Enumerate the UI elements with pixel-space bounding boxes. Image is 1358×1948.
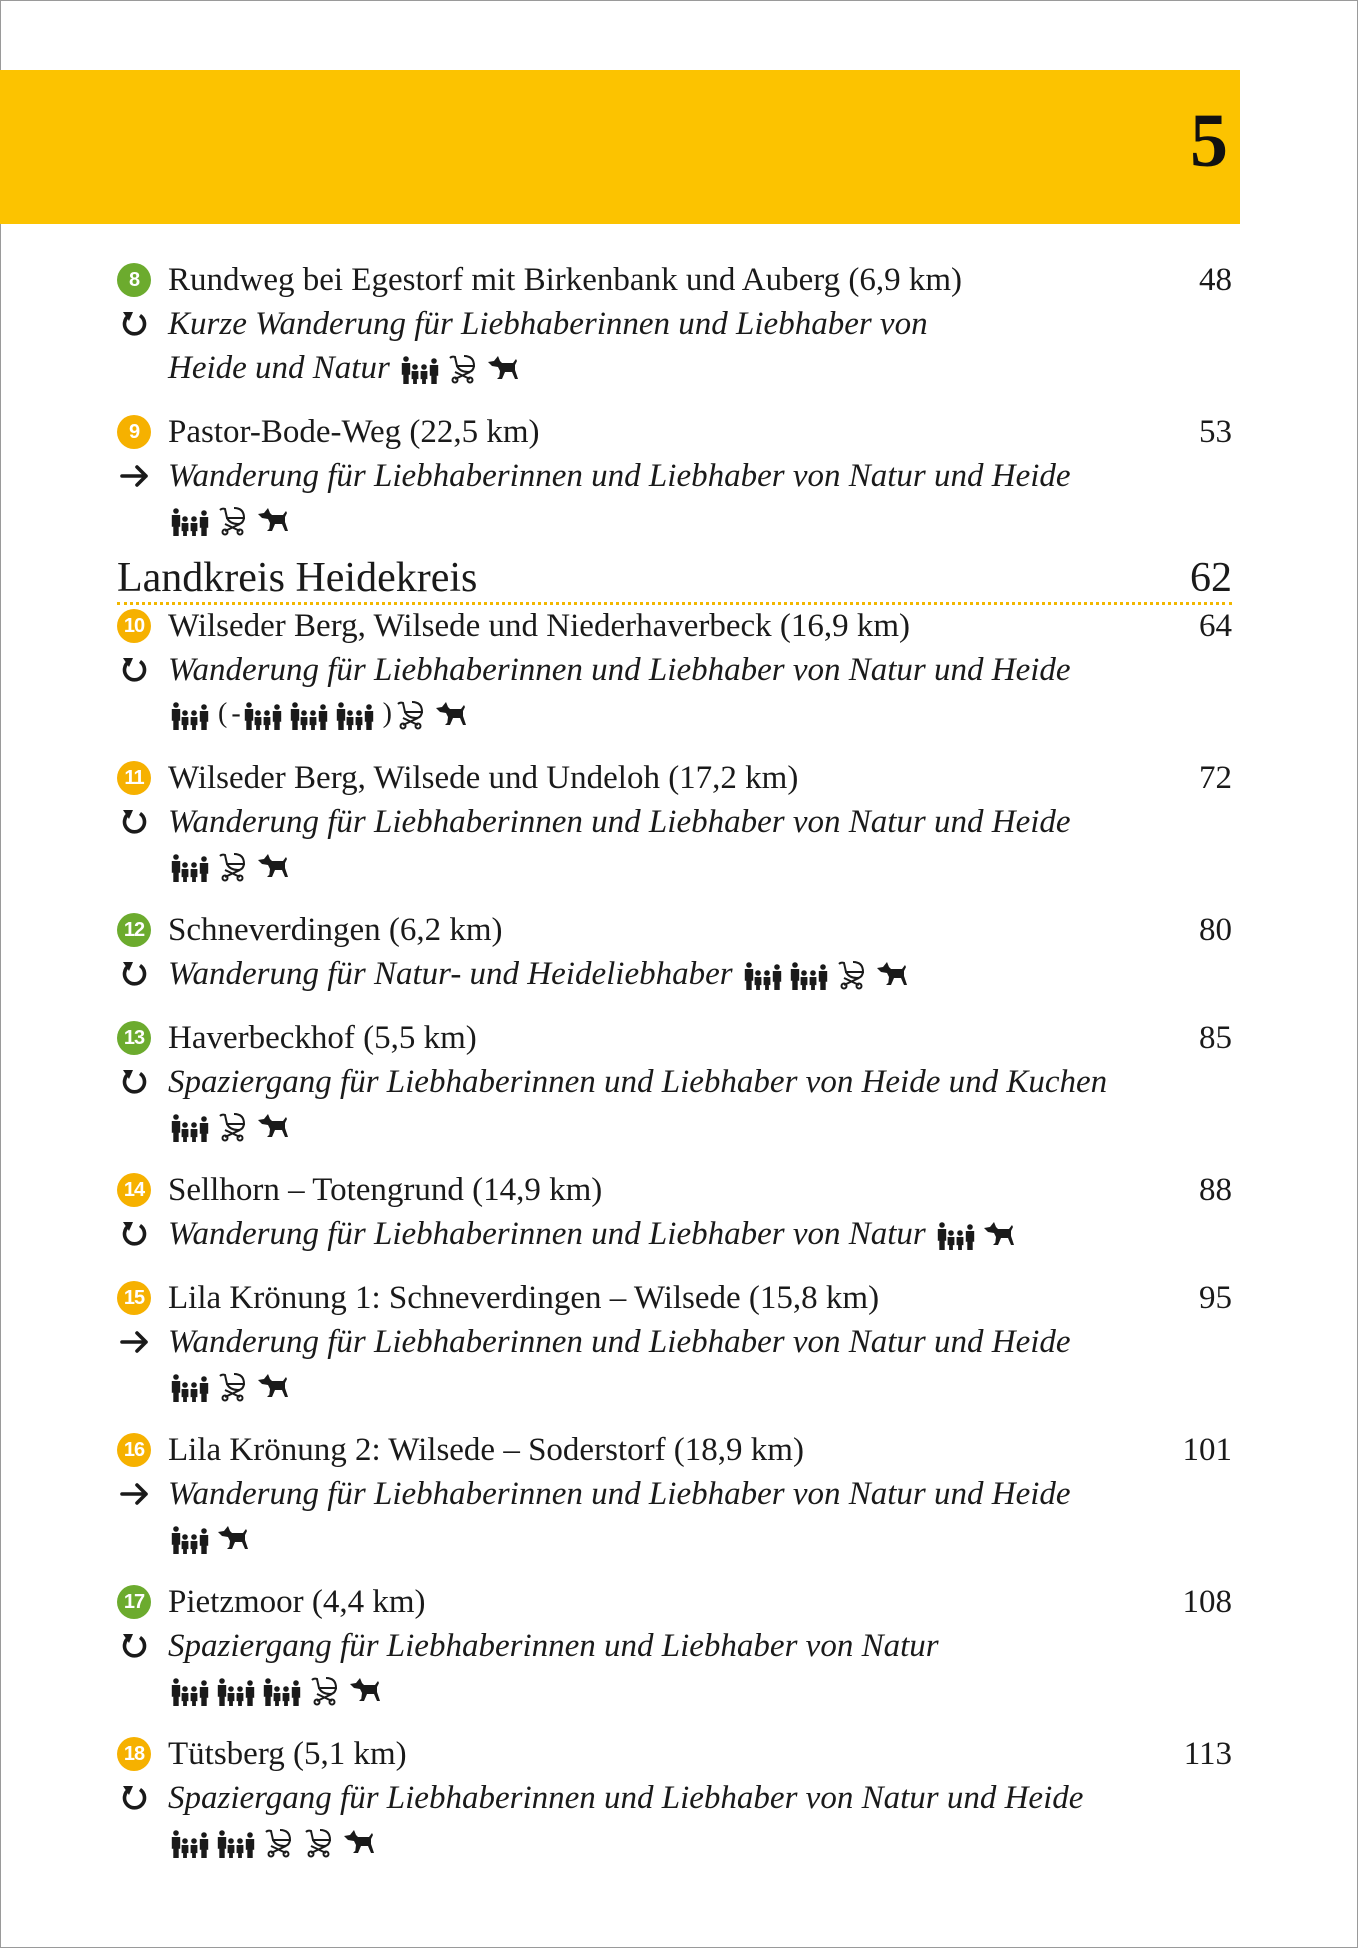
loop-icon xyxy=(118,1776,152,1820)
family-icon xyxy=(170,1826,210,1858)
family-icon xyxy=(789,958,829,990)
route-page: 64 xyxy=(1199,607,1232,644)
route-icons xyxy=(170,846,296,886)
dog-icon xyxy=(216,1523,250,1553)
dog-icon xyxy=(486,353,520,383)
family-icon xyxy=(170,1522,210,1554)
section-heading[interactable] xyxy=(117,554,1232,604)
route-title: Wilseder Berg, Wilsede und Niederhaverbeck (16,9 km) xyxy=(168,607,911,644)
route-description: Wanderung für Liebhaberinnen und Liebhaber von Natur und Heide xyxy=(168,1323,1071,1360)
family-icon xyxy=(216,1826,256,1858)
family-icon xyxy=(400,352,440,384)
stroller-icon xyxy=(394,698,428,730)
dog-icon xyxy=(256,851,290,881)
dog-icon xyxy=(982,1219,1016,1249)
route-icons xyxy=(170,1106,296,1146)
stroller-icon xyxy=(216,850,250,882)
route-number-badge: 15 xyxy=(117,1281,151,1315)
route-number-badge: 10 xyxy=(117,609,151,643)
loop-icon xyxy=(118,1060,152,1104)
chapter-header-band xyxy=(0,70,1240,224)
route-title: Pastor-Bode-Weg (22,5 km) xyxy=(168,413,540,450)
route-page: 72 xyxy=(1199,759,1232,796)
route-page: 48 xyxy=(1199,261,1232,298)
route-page: 113 xyxy=(1183,1735,1232,1772)
stroller-icon xyxy=(835,958,869,990)
route-icons xyxy=(170,1366,296,1406)
route-title: Wilseder Berg, Wilsede und Undeloh (17,2 km) xyxy=(168,759,799,796)
family-icon xyxy=(170,1110,210,1142)
route-icons xyxy=(400,348,526,388)
family-icon xyxy=(243,698,283,730)
route-description-row xyxy=(168,952,915,996)
route-description: Wanderung für Liebhaberinnen und Liebhaber von Natur und Heide xyxy=(168,1475,1071,1512)
section-page: 62 xyxy=(1190,555,1232,601)
route-description: Spaziergang für Liebhaberinnen und Liebhaber von Natur und Heide xyxy=(168,1779,1084,1816)
route-page: 101 xyxy=(1182,1431,1232,1468)
route-description: Kurze Wanderung für Liebhaberinnen und Liebhaber von xyxy=(168,305,928,342)
route-icons xyxy=(936,1214,1022,1254)
route-description: Spaziergang für Liebhaberinnen und Liebhaber von Natur xyxy=(168,1627,939,1664)
family-icon xyxy=(170,850,210,882)
stroller-icon xyxy=(446,352,480,384)
route-title: Sellhorn – Totengrund (14,9 km) xyxy=(168,1171,603,1208)
loop-icon xyxy=(118,648,152,692)
stroller-icon xyxy=(308,1674,342,1706)
section-title: Landkreis Heidekreis xyxy=(117,555,478,601)
page-number: 5 xyxy=(1190,99,1228,183)
route-description: Wanderung für Liebhaberinnen und Liebhaber von Natur und Heide xyxy=(168,651,1071,688)
route-icons xyxy=(170,1822,382,1862)
family-icon xyxy=(289,698,329,730)
open-paren: ( xyxy=(218,698,228,729)
route-icons xyxy=(170,500,296,540)
route-title: Lila Krönung 1: Schneverdingen – Wilsede (15,8 km) xyxy=(168,1279,880,1316)
loop-icon xyxy=(118,952,152,996)
route-icons xyxy=(743,954,915,994)
route-description: Wanderung für Natur- und Heideliebhaber xyxy=(168,955,733,992)
route-title: Tütsberg (5,1 km) xyxy=(168,1735,407,1772)
route-title: Schneverdingen (6,2 km) xyxy=(168,911,503,948)
route-description-cont xyxy=(168,346,526,390)
route-page: 80 xyxy=(1199,911,1232,948)
close-paren: ) xyxy=(382,698,392,729)
dog-icon xyxy=(256,1371,290,1401)
route-description: Wanderung für Liebhaberinnen und Liebhaber von Natur xyxy=(168,1215,926,1252)
route-description: Wanderung für Liebhaberinnen und Liebhaber von Natur und Heide xyxy=(168,457,1071,494)
route-number-badge: 14 xyxy=(117,1173,151,1207)
family-icon xyxy=(216,1674,256,1706)
route-page: 53 xyxy=(1199,413,1232,450)
minus-sign: - xyxy=(231,698,241,729)
route-number-badge: 17 xyxy=(117,1585,151,1619)
route-number-badge: 16 xyxy=(117,1433,151,1467)
arrow-right-icon xyxy=(118,1320,152,1364)
family-icon xyxy=(170,1370,210,1402)
stroller-icon xyxy=(262,1826,296,1858)
route-icons xyxy=(170,1670,388,1710)
route-number-badge: 18 xyxy=(117,1737,151,1771)
family-icon xyxy=(262,1674,302,1706)
route-icons xyxy=(170,1518,256,1558)
route-page: 95 xyxy=(1199,1279,1232,1316)
stroller-icon xyxy=(302,1826,336,1858)
route-description-row xyxy=(168,1212,1022,1256)
route-description: Wanderung für Liebhaberinnen und Liebhaber von Natur und Heide xyxy=(168,803,1071,840)
arrow-right-icon xyxy=(118,1472,152,1516)
route-number-badge: 11 xyxy=(117,761,151,795)
dog-icon xyxy=(256,505,290,535)
family-icon xyxy=(335,698,375,730)
dog-icon xyxy=(256,1111,290,1141)
route-description: Spaziergang für Liebhaberinnen und Liebhaber von Heide und Kuchen xyxy=(168,1063,1108,1100)
dog-icon xyxy=(434,699,468,729)
loop-icon xyxy=(118,1624,152,1668)
stroller-icon xyxy=(216,1110,250,1142)
family-icon xyxy=(170,698,210,730)
dog-icon xyxy=(348,1675,382,1705)
route-number-badge: 9 xyxy=(117,415,151,449)
loop-icon xyxy=(118,1212,152,1256)
route-number-badge: 12 xyxy=(117,913,151,947)
route-page: 85 xyxy=(1199,1019,1232,1056)
route-icons xyxy=(170,694,474,734)
family-icon xyxy=(743,958,783,990)
route-title: Pietzmoor (4,4 km) xyxy=(168,1583,426,1620)
route-title: Haverbeckhof (5,5 km) xyxy=(168,1019,477,1056)
route-title: Lila Krönung 2: Wilsede – Soderstorf (18,9 km) xyxy=(168,1431,804,1468)
route-number-badge: 13 xyxy=(117,1021,151,1055)
route-description-line2: Heide und Natur xyxy=(168,349,390,386)
dog-icon xyxy=(875,959,909,989)
arrow-right-icon xyxy=(118,454,152,498)
route-page: 108 xyxy=(1182,1583,1232,1620)
dog-icon xyxy=(342,1827,376,1857)
route-number-badge: 8 xyxy=(117,263,151,297)
family-icon xyxy=(170,504,210,536)
family-icon xyxy=(936,1218,976,1250)
stroller-icon xyxy=(216,504,250,536)
route-title: Rundweg bei Egestorf mit Birkenbank und Auberg (6,9 km) xyxy=(168,261,963,298)
loop-icon xyxy=(118,302,152,346)
family-icon xyxy=(170,1674,210,1706)
stroller-icon xyxy=(216,1370,250,1402)
loop-icon xyxy=(118,800,152,844)
route-page: 88 xyxy=(1199,1171,1232,1208)
